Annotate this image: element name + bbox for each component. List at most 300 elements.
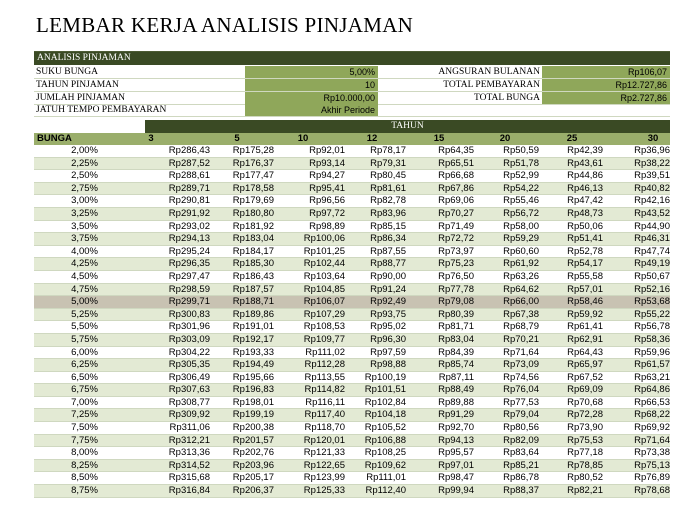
payment-cell: Rp67,52	[567, 371, 603, 383]
param-row	[34, 79, 670, 92]
payment-cell: Rp291,92	[168, 207, 210, 219]
year-column-header: 20	[499, 133, 511, 144]
payment-cell: Rp191,01	[232, 321, 274, 333]
rate-cell: 6,50%	[71, 371, 98, 383]
payment-cell: Rp66,00	[503, 296, 539, 308]
payment-cell: Rp77,53	[503, 396, 539, 408]
payment-cell: Rp58,00	[503, 220, 539, 232]
payment-cell: Rp175,28	[232, 145, 274, 156]
payment-cell: Rp90,00	[370, 270, 406, 282]
payment-cell: Rp54,22	[503, 182, 539, 194]
payment-cell: Rp59,92	[567, 308, 603, 320]
table-row	[34, 246, 670, 259]
payment-cell: Rp46,31	[634, 233, 670, 245]
payment-cell: Rp46,13	[567, 182, 603, 194]
payment-cell: Rp96,56	[309, 195, 345, 207]
payment-cell: Rp60,60	[503, 245, 539, 257]
rate-cell: 3,75%	[71, 233, 98, 245]
payment-cell: Rp73,90	[567, 422, 603, 434]
table-row	[34, 422, 670, 435]
payment-cell: Rp73,38	[634, 447, 670, 459]
payment-cell: Rp36,96	[634, 145, 670, 156]
result-label: TOTAL PEMBAYARAN	[443, 80, 540, 90]
payment-cell: Rp79,04	[503, 409, 539, 421]
result-label: TOTAL BUNGA	[474, 93, 540, 103]
payment-cell: Rp189,86	[232, 308, 274, 320]
rate-cell: 7,50%	[71, 422, 98, 434]
rate-cell: 4,75%	[71, 283, 98, 295]
payment-cell: Rp125,33	[303, 485, 345, 497]
payment-cell: Rp313,36	[168, 447, 210, 459]
rate-cell: 2,75%	[71, 182, 98, 194]
payment-cell: Rp51,78	[503, 157, 539, 169]
payment-cell: Rp42,16	[634, 195, 670, 207]
payment-cell: Rp85,21	[503, 459, 539, 471]
payment-cell: Rp303,09	[168, 333, 210, 345]
payment-cell: Rp184,17	[232, 245, 274, 257]
payment-cell: Rp96,30	[370, 333, 406, 345]
table-row	[34, 334, 670, 347]
payment-cell: Rp111,02	[305, 346, 345, 358]
table-row	[34, 170, 670, 183]
table-row	[34, 485, 670, 498]
payment-cell: Rp102,44	[303, 258, 345, 270]
param-value-input[interactable]: Akhir Periode	[245, 104, 378, 116]
payment-cell: Rp98,88	[370, 359, 406, 371]
payment-cell: Rp76,04	[503, 384, 539, 396]
rate-cell: 4,00%	[71, 245, 98, 257]
payment-cell: Rp121,33	[303, 447, 345, 459]
payment-cell: Rp76,89	[634, 472, 670, 484]
payment-cell: Rp202,76	[232, 447, 274, 459]
payment-cell: Rp58,46	[567, 296, 603, 308]
payment-cell: Rp63,21	[634, 371, 670, 383]
payment-cell: Rp287,52	[168, 157, 210, 169]
rate-cell: 8,50%	[71, 472, 98, 484]
table-row	[34, 447, 670, 460]
param-label: SUKU BUNGA	[36, 67, 99, 77]
payment-cell: Rp120,01	[303, 434, 345, 446]
payment-cell: Rp38,22	[634, 157, 670, 169]
payment-cell: Rp80,56	[503, 422, 539, 434]
payment-cell: Rp52,16	[634, 283, 670, 295]
payment-cell: Rp99,94	[438, 485, 474, 497]
payment-cell: Rp76,50	[438, 270, 474, 282]
rate-cell: 5,50%	[71, 321, 98, 333]
rate-cell: 6,00%	[71, 346, 98, 358]
payment-cell: Rp296,35	[168, 258, 210, 270]
payment-cell: Rp97,01	[438, 459, 474, 471]
rate-cell: 4,25%	[71, 258, 98, 270]
rate-column-header: BUNGA	[37, 133, 72, 144]
payment-cell: Rp69,06	[438, 195, 474, 207]
rate-cell: 8,25%	[71, 459, 98, 471]
payment-cell: Rp72,28	[567, 409, 603, 421]
payment-cell: Rp297,47	[168, 270, 210, 282]
result-value: Rp12.727,86	[542, 79, 670, 91]
payment-cell: Rp116,11	[305, 396, 345, 408]
payment-cell: Rp290,81	[168, 195, 210, 207]
param-value-input[interactable]: 10	[245, 79, 378, 91]
payment-cell: Rp286,43	[168, 145, 210, 156]
payment-cell: Rp74,56	[503, 371, 539, 383]
payment-cell: Rp50,06	[567, 220, 603, 232]
payment-cell: Rp188,71	[232, 296, 274, 308]
year-column-header: 12	[366, 133, 378, 144]
payment-cell: Rp312,21	[168, 434, 210, 446]
payment-cell: Rp316,84	[168, 485, 210, 497]
rate-cell: 7,75%	[71, 434, 98, 446]
payment-cell: Rp43,61	[567, 157, 603, 169]
payment-cell: Rp52,99	[503, 170, 539, 182]
payment-cell: Rp95,57	[438, 447, 474, 459]
payment-cell: Rp91,29	[438, 409, 474, 421]
year-column-header: 15	[433, 133, 445, 144]
payment-cell: Rp70,21	[503, 333, 539, 345]
table-row	[34, 195, 670, 208]
table-row	[34, 347, 670, 360]
payment-cell: Rp178,58	[232, 182, 274, 194]
payment-cell: Rp301,96	[168, 321, 210, 333]
table-corner-blank	[34, 120, 145, 133]
table-row	[34, 145, 670, 158]
param-label: JUMLAH PINJAMAN	[36, 93, 125, 103]
payment-cell: Rp48,73	[567, 207, 603, 219]
payment-cell: Rp97,72	[309, 207, 345, 219]
table-row	[34, 233, 670, 246]
payment-cell: Rp77,78	[438, 283, 474, 295]
payment-cell: Rp71,64	[503, 346, 539, 358]
payment-cell: Rp306,49	[168, 371, 210, 383]
table-row	[34, 460, 670, 473]
payment-cell: Rp106,07	[303, 296, 345, 308]
payment-cell: Rp42,39	[567, 145, 603, 156]
rate-cell: 3,25%	[71, 207, 98, 219]
param-label: TAHUN PINJAMAN	[36, 80, 119, 90]
payment-cell: Rp67,86	[438, 182, 474, 194]
payment-cell: Rp78,68	[634, 485, 670, 497]
param-row	[34, 66, 670, 79]
payment-cell: Rp78,85	[567, 459, 603, 471]
payment-cell: Rp98,89	[309, 220, 345, 232]
payment-cell: Rp201,57	[232, 434, 274, 446]
rate-cell: 8,75%	[71, 485, 98, 497]
rate-cell: 8,00%	[71, 447, 98, 459]
payment-cell: Rp93,75	[370, 308, 406, 320]
loan-payment-table	[34, 145, 670, 498]
payment-cell: Rp47,42	[567, 195, 603, 207]
payment-cell: Rp80,52	[567, 472, 603, 484]
payment-cell: Rp195,66	[232, 371, 274, 383]
payment-cell: Rp51,41	[567, 233, 603, 245]
payment-cell: Rp44,86	[567, 170, 603, 182]
payment-cell: Rp75,23	[438, 258, 474, 270]
row-divider	[34, 116, 670, 117]
years-group-header: TAHUN	[145, 120, 670, 133]
payment-cell: Rp64,35	[438, 145, 474, 156]
payment-cell: Rp80,45	[370, 170, 406, 182]
payment-cell: Rp179,69	[232, 195, 274, 207]
payment-cell: Rp104,18	[364, 409, 406, 421]
payment-cell: Rp62,91	[567, 333, 603, 345]
payment-cell: Rp71,64	[634, 434, 670, 446]
payment-cell: Rp299,71	[168, 296, 210, 308]
payment-cell: Rp59,29	[503, 233, 539, 245]
payment-cell: Rp185,30	[232, 258, 274, 270]
payment-cell: Rp104,85	[303, 283, 345, 295]
table-row	[34, 359, 670, 372]
payment-cell: Rp79,31	[370, 157, 406, 169]
row-divider	[34, 497, 670, 498]
payment-cell: Rp305,35	[168, 359, 210, 371]
payment-cell: Rp59,96	[634, 346, 670, 358]
payment-cell: Rp109,62	[364, 459, 406, 471]
year-column-header: 5	[234, 133, 240, 144]
payment-cell: Rp109,77	[303, 333, 345, 345]
payment-cell: Rp87,11	[438, 371, 474, 383]
payment-cell: Rp183,04	[232, 233, 274, 245]
payment-cell: Rp200,38	[232, 422, 274, 434]
payment-cell: Rp199,19	[232, 409, 274, 421]
param-value-input[interactable]: Rp10.000,00	[245, 92, 378, 104]
payment-cell: Rp82,21	[567, 485, 603, 497]
payment-cell: Rp203,96	[232, 459, 274, 471]
payment-cell: Rp100,06	[303, 233, 345, 245]
rate-cell: 6,25%	[71, 359, 98, 371]
table-row	[34, 435, 670, 448]
table-row	[34, 284, 670, 297]
payment-cell: Rp92,49	[370, 296, 406, 308]
payment-cell: Rp84,39	[438, 346, 474, 358]
table-row	[34, 384, 670, 397]
payment-cell: Rp112,28	[304, 359, 345, 371]
payment-cell: Rp78,17	[370, 145, 406, 156]
payment-cell: Rp63,26	[503, 270, 539, 282]
payment-cell: Rp55,58	[567, 270, 603, 282]
payment-cell: Rp177,47	[232, 170, 274, 182]
payment-cell: Rp47,74	[634, 245, 670, 257]
section-header: ANALISIS PINJAMAN	[34, 52, 670, 65]
table-row	[34, 321, 670, 334]
payment-cell: Rp69,92	[634, 422, 670, 434]
payment-cell: Rp91,24	[370, 283, 406, 295]
payment-cell: Rp79,08	[438, 296, 474, 308]
payment-cell: Rp44,90	[634, 220, 670, 232]
payment-cell: Rp85,74	[438, 359, 474, 371]
payment-cell: Rp70,27	[438, 207, 474, 219]
payment-cell: Rp54,17	[567, 258, 603, 270]
param-row	[34, 104, 670, 117]
payment-cell: Rp50,59	[503, 145, 539, 156]
payment-cell: Rp65,51	[438, 157, 474, 169]
payment-cell: Rp67,38	[503, 308, 539, 320]
table-row	[34, 271, 670, 284]
payment-cell: Rp68,79	[503, 321, 539, 333]
payment-cell: Rp192,17	[232, 333, 274, 345]
payment-cell: Rp64,43	[567, 346, 603, 358]
payment-cell: Rp180,80	[232, 207, 274, 219]
payment-cell: Rp307,63	[168, 384, 210, 396]
payment-cell: Rp73,97	[438, 245, 474, 257]
rate-cell: 4,50%	[71, 270, 98, 282]
payment-cell: Rp85,15	[370, 220, 406, 232]
payment-cell: Rp88,77	[370, 258, 406, 270]
payment-cell: Rp122,65	[303, 459, 345, 471]
payment-cell: Rp198,01	[232, 396, 274, 408]
table-row	[34, 258, 670, 271]
payment-cell: Rp92,70	[438, 422, 474, 434]
payment-cell: Rp308,77	[168, 396, 210, 408]
table-row	[34, 183, 670, 196]
payment-cell: Rp61,41	[567, 321, 603, 333]
payment-cell: Rp181,92	[232, 220, 274, 232]
payment-cell: Rp103,64	[303, 270, 345, 282]
payment-cell: Rp83,96	[370, 207, 406, 219]
payment-cell: Rp194,49	[232, 359, 274, 371]
payment-cell: Rp87,55	[370, 245, 406, 257]
payment-cell: Rp64,86	[634, 384, 670, 396]
payment-cell: Rp73,09	[503, 359, 539, 371]
payment-cell: Rp55,22	[634, 308, 670, 320]
payment-cell: Rp77,18	[567, 447, 603, 459]
payment-cell: Rp108,53	[303, 321, 345, 333]
payment-cell: Rp81,61	[370, 182, 406, 194]
payment-cell: Rp113,55	[304, 371, 345, 383]
payment-cell: Rp97,59	[370, 346, 406, 358]
payment-cell: Rp111,01	[366, 472, 406, 484]
payment-cell: Rp95,02	[370, 321, 406, 333]
rate-cell: 5,75%	[71, 333, 98, 345]
rate-cell: 5,25%	[71, 308, 98, 320]
payment-cell: Rp193,33	[232, 346, 274, 358]
payment-cell: Rp56,78	[634, 321, 670, 333]
page-title: LEMBAR KERJA ANALISIS PINJAMAN	[36, 13, 414, 37]
payment-cell: Rp82,78	[370, 195, 406, 207]
payment-cell: Rp58,36	[634, 333, 670, 345]
payment-cell: Rp98,47	[438, 472, 474, 484]
payment-cell: Rp75,53	[567, 434, 603, 446]
payment-cell: Rp65,97	[567, 359, 603, 371]
param-label: JATUH TEMPO PEMBAYARAN	[36, 105, 167, 115]
table-row	[34, 158, 670, 171]
payment-cell: Rp69,09	[567, 384, 603, 396]
table-column-header	[34, 133, 670, 145]
payment-cell: Rp72,72	[438, 233, 474, 245]
payment-cell: Rp105,52	[364, 422, 406, 434]
payment-cell: Rp108,25	[364, 447, 406, 459]
payment-cell: Rp94,27	[309, 170, 345, 182]
rate-cell: 2,50%	[71, 170, 98, 182]
payment-cell: Rp66,53	[634, 396, 670, 408]
rate-cell: 7,25%	[71, 409, 98, 421]
table-row	[34, 208, 670, 221]
payment-cell: Rp106,88	[364, 434, 406, 446]
payment-cell: Rp196,83	[232, 384, 274, 396]
payment-cell: Rp206,37	[232, 485, 274, 497]
payment-cell: Rp88,37	[503, 485, 539, 497]
payment-cell: Rp83,64	[503, 447, 539, 459]
payment-cell: Rp71,49	[438, 220, 474, 232]
payment-cell: Rp86,78	[503, 472, 539, 484]
payment-cell: Rp80,39	[438, 308, 474, 320]
rate-cell: 2,25%	[71, 157, 98, 169]
payment-cell: Rp315,68	[168, 472, 210, 484]
result-value: Rp2.727,86	[542, 92, 670, 104]
payment-cell: Rp52,78	[567, 245, 603, 257]
payment-cell: Rp311,06	[169, 422, 210, 434]
result-value: Rp106,07	[542, 66, 670, 78]
payment-cell: Rp298,59	[168, 283, 210, 295]
payment-cell: Rp314,52	[168, 459, 210, 471]
payment-cell: Rp294,13	[168, 233, 210, 245]
payment-cell: Rp95,41	[309, 182, 345, 194]
payment-cell: Rp66,68	[438, 170, 474, 182]
payment-cell: Rp101,25	[303, 245, 345, 257]
payment-cell: Rp93,14	[309, 157, 345, 169]
payment-cell: Rp187,57	[232, 283, 274, 295]
year-column-header: 30	[647, 133, 659, 144]
payment-cell: Rp205,17	[232, 472, 274, 484]
payment-cell: Rp107,29	[303, 308, 345, 320]
payment-cell: Rp117,40	[304, 409, 345, 421]
table-row	[34, 221, 670, 234]
payment-cell: Rp102,84	[364, 396, 406, 408]
table-row	[34, 372, 670, 385]
payment-cell: Rp68,22	[634, 409, 670, 421]
payment-cell: Rp43,52	[634, 207, 670, 219]
year-column-header: 10	[297, 133, 309, 144]
rate-cell: 3,00%	[71, 195, 98, 207]
payment-cell: Rp61,57	[634, 359, 670, 371]
payment-cell: Rp293,02	[168, 220, 210, 232]
payment-cell: Rp118,70	[304, 422, 345, 434]
payment-cell: Rp92,01	[309, 145, 345, 156]
payment-cell: Rp83,04	[438, 333, 474, 345]
rate-cell: 3,50%	[71, 220, 98, 232]
year-column-header: 3	[148, 133, 154, 144]
payment-cell: Rp81,71	[438, 321, 474, 333]
payment-cell: Rp288,61	[168, 170, 210, 182]
table-row	[34, 409, 670, 422]
payment-cell: Rp289,71	[168, 182, 210, 194]
rate-cell: 7,00%	[71, 396, 98, 408]
rate-cell: 5,00%	[71, 296, 98, 308]
payment-cell: Rp304,22	[168, 346, 210, 358]
table-row	[34, 309, 670, 322]
rate-cell: 2,00%	[71, 145, 98, 156]
table-row	[34, 472, 670, 485]
payment-cell: Rp39,51	[634, 170, 670, 182]
payment-cell: Rp88,49	[438, 384, 474, 396]
payment-cell: Rp112,40	[365, 485, 406, 497]
payment-cell: Rp94,13	[438, 434, 474, 446]
payment-cell: Rp89,88	[438, 396, 474, 408]
payment-cell: Rp49,19	[634, 258, 670, 270]
payment-cell: Rp40,82	[634, 182, 670, 194]
payment-cell: Rp57,01	[567, 283, 603, 295]
payment-cell: Rp75,13	[634, 459, 670, 471]
payment-cell: Rp300,83	[168, 308, 210, 320]
payment-cell: Rp100,19	[364, 371, 406, 383]
table-row	[34, 397, 670, 410]
payment-cell: Rp101,51	[364, 384, 406, 396]
payment-cell: Rp309,92	[168, 409, 210, 421]
param-value-input[interactable]: 5,00%	[245, 66, 378, 78]
result-label: ANGSURAN BULANAN	[438, 67, 540, 77]
payment-cell: Rp295,24	[168, 245, 210, 257]
payment-cell: Rp61,92	[503, 258, 539, 270]
payment-cell: Rp82,09	[503, 434, 539, 446]
